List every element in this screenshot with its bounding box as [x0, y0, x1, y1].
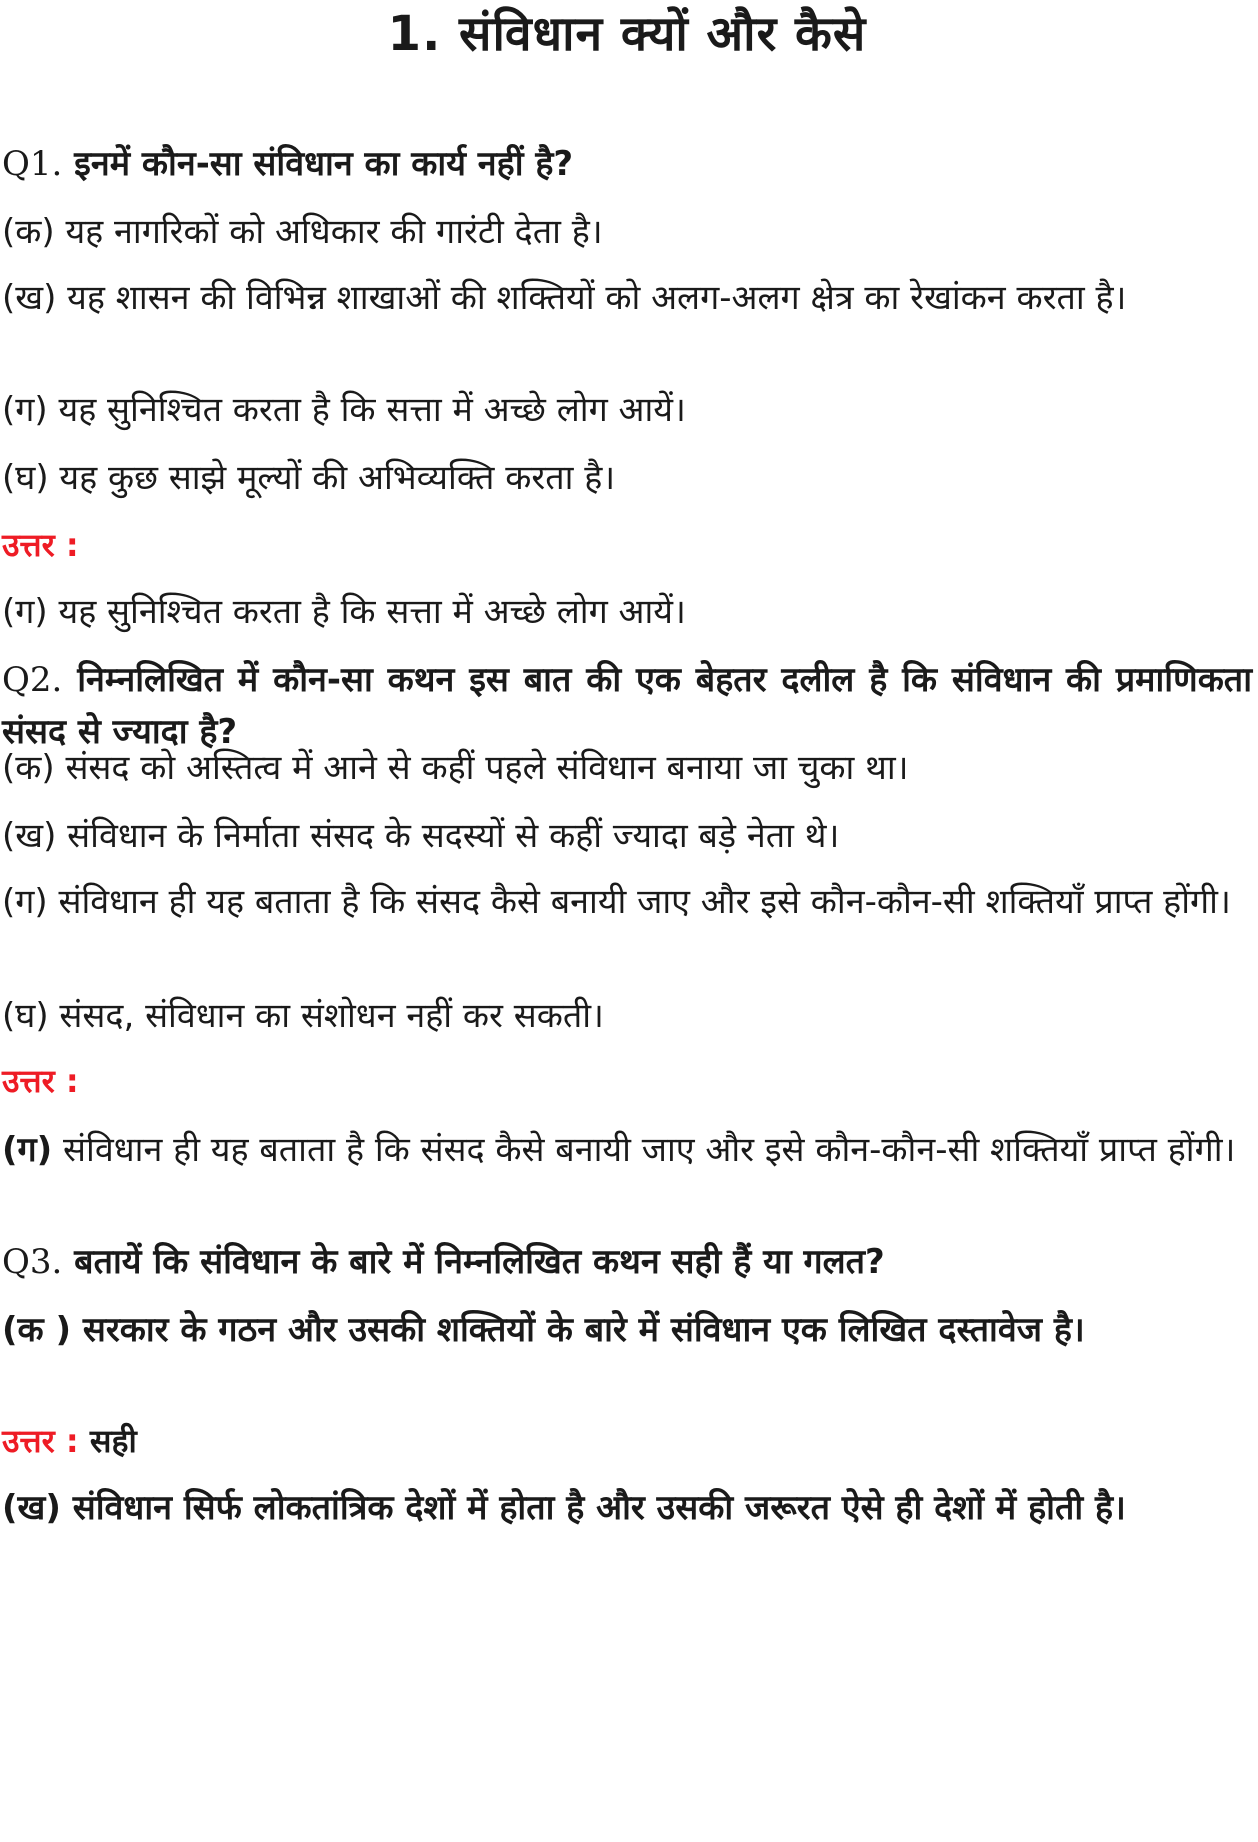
- answer-label-block: [2, 1056, 1252, 1106]
- option: [2, 742, 1252, 794]
- statement: [2, 1482, 1252, 1534]
- option-text: (ग) यह सुनिश्चित करता है कि सत्ता में अच्छे लोग आयें।: [2, 390, 686, 430]
- answer-inline: सही: [89, 1422, 137, 1460]
- option-text: (क) यह नागरिकों को अधिकार की गारंटी देता है।: [2, 212, 603, 252]
- question-1-text: [2, 138, 1252, 190]
- option-text: (ग) संविधान ही यह बताता है कि संसद कैसे बनायी जाए और इसे कौन-कौन-सी शक्तियाँ प्राप्त होंगी।: [2, 882, 1231, 922]
- answer-text: (ग) यह सुनिश्चित करता है कि सत्ता में अच्छे लोग आयें।: [2, 592, 686, 632]
- option: [2, 990, 1252, 1042]
- option: [2, 272, 1252, 324]
- option-text: (ख) संविधान के निर्माता संसद के सदस्यों से कहीं ज्यादा बड़े नेता थे।: [2, 816, 840, 856]
- option: [2, 452, 1252, 504]
- question-1: [2, 138, 1252, 190]
- option: [2, 810, 1252, 862]
- answer-body: संविधान ही यह बताता है कि संसद कैसे बनायी जाए और इसे कौन-कौन-सी शक्तियाँ प्राप्त होंगी।: [63, 1130, 1236, 1170]
- answer-label-block: [2, 1416, 1252, 1466]
- question-stem: निम्नलिखित में कौन-सा कथन इस बात की एक बेहतर दलील है कि संविधान की प्रमाणिकता संसद से ज्यादा है?: [2, 660, 1252, 752]
- answer-label: उत्तर :: [2, 1062, 79, 1100]
- option: [2, 206, 1252, 258]
- question-3-text: [2, 1236, 1252, 1288]
- answer-label-block: [2, 520, 1252, 570]
- statement: [2, 1304, 1252, 1356]
- answer: [2, 1124, 1252, 1176]
- answer-label: [2, 1416, 1252, 1466]
- option: [2, 876, 1252, 928]
- answer: [2, 586, 1252, 638]
- question-3: [2, 1236, 1252, 1288]
- option: [2, 384, 1252, 436]
- page-title: 1. संविधान क्यों और कैसे: [387, 6, 867, 62]
- option-text: (घ) संसद, संविधान का संशोधन नहीं कर सकती।: [2, 996, 604, 1036]
- option-text: (घ) यह कुछ साझे मूल्यों की अभिव्यक्ति करता है।: [2, 458, 616, 498]
- statement-text: (ख) संविधान सिर्फ लोकतांत्रिक देशों में होता है और उसकी जरूरत ऐसे ही देशों में होती है।: [2, 1488, 1126, 1528]
- answer-text: [2, 1124, 1252, 1176]
- option-text: (क) संसद को अस्तित्व में आने से कहीं पहले संविधान बनाया जा चुका था।: [2, 748, 909, 788]
- question-stem: इनमें कौन-सा संविधान का कार्य नहीं है?: [74, 144, 574, 184]
- answer-label-text: उत्तर :: [2, 1422, 79, 1460]
- question-number: Q1.: [2, 144, 63, 184]
- answer-option-letter: (ग): [2, 1130, 53, 1170]
- statement-text: (क ) सरकार के गठन और उसकी शक्तियों के बारे में संविधान एक लिखित दस्तावेज है।: [2, 1310, 1085, 1350]
- option-text: (ख) यह शासन की विभिन्न शाखाओं की शक्तियों को अलग-अलग क्षेत्र का रेखांकन करता है।: [2, 278, 1127, 318]
- answer-label: उत्तर :: [2, 526, 79, 564]
- question-number: Q2.: [2, 660, 63, 700]
- question-number: Q3.: [2, 1242, 63, 1282]
- question-stem: बतायें कि संविधान के बारे में निम्नलिखित कथन सही हैं या गलत?: [74, 1242, 885, 1282]
